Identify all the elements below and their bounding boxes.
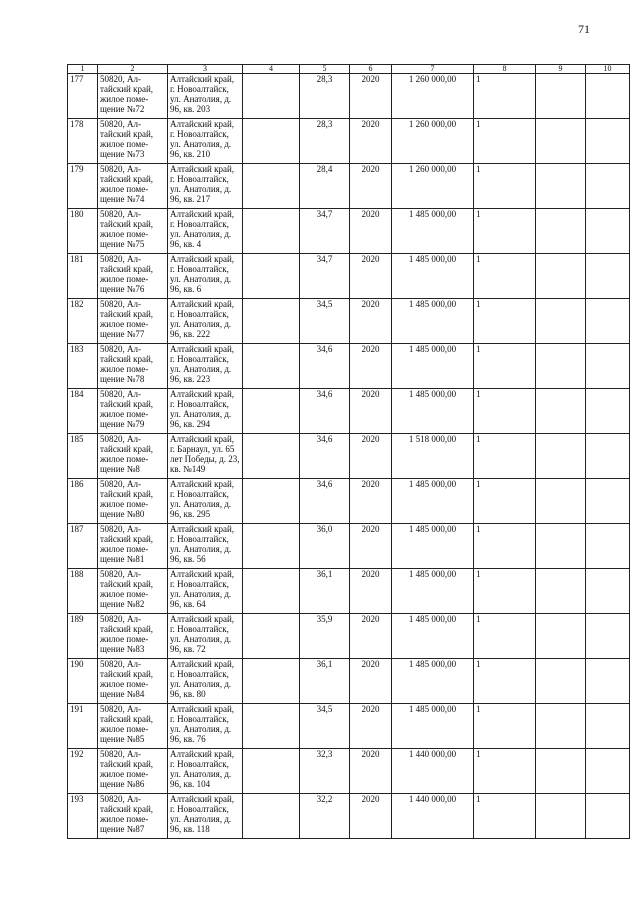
area-cell: 34,5 xyxy=(300,299,350,344)
quantity-cell: 1 xyxy=(474,794,536,839)
quantity-cell: 1 xyxy=(474,479,536,524)
year-cell: 2020 xyxy=(350,614,392,659)
column-4-cell xyxy=(243,569,300,614)
column-9-cell xyxy=(536,209,586,254)
price-cell: 1 440 000,00 xyxy=(392,749,474,794)
column-10-cell xyxy=(586,614,630,659)
object-name-cell: 50820, Ал-тайский край, жилое поме-щение №74 xyxy=(98,164,168,209)
column-9-cell xyxy=(536,614,586,659)
address-cell: Алтайский край, г. Новоалтайск, ул. Анатолия, д. 96, кв. 294 xyxy=(168,389,243,434)
address-cell: Алтайский край, г. Новоалтайск, ул. Анатолия, д. 96, кв. 118 xyxy=(168,794,243,839)
column-4-cell xyxy=(243,119,300,164)
column-4-cell xyxy=(243,164,300,209)
row-number-cell: 192 xyxy=(68,749,98,794)
address-cell: Алтайский край, г. Новоалтайск, ул. Анатолия, д. 96, кв. 217 xyxy=(168,164,243,209)
object-name-cell: 50820, Ал-тайский край, жилое поме-щение №73 xyxy=(98,119,168,164)
column-header: 2 xyxy=(98,65,168,74)
column-header: 5 xyxy=(300,65,350,74)
table-row xyxy=(68,704,630,749)
table-row xyxy=(68,344,630,389)
column-4-cell xyxy=(243,749,300,794)
address-cell: Алтайский край, г. Новоалтайск, ул. Анатолия, д. 96, кв. 72 xyxy=(168,614,243,659)
table-body xyxy=(68,74,630,839)
year-cell: 2020 xyxy=(350,389,392,434)
column-9-cell xyxy=(536,119,586,164)
price-cell: 1 518 000,00 xyxy=(392,434,474,479)
column-4-cell xyxy=(243,74,300,119)
column-4-cell xyxy=(243,704,300,749)
object-name-cell: 50820, Ал-тайский край, жилое поме-щение №72 xyxy=(98,74,168,119)
table-row xyxy=(68,209,630,254)
price-cell: 1 485 000,00 xyxy=(392,389,474,434)
column-header: 8 xyxy=(474,65,536,74)
year-cell: 2020 xyxy=(350,344,392,389)
area-cell: 34,6 xyxy=(300,389,350,434)
row-number-cell: 178 xyxy=(68,119,98,164)
object-name-cell: 50820, Ал-тайский край, жилое поме-щение №85 xyxy=(98,704,168,749)
area-cell: 34,5 xyxy=(300,704,350,749)
column-10-cell xyxy=(586,119,630,164)
object-name-cell: 50820, Ал-тайский край, жилое поме-щение №76 xyxy=(98,254,168,299)
column-10-cell xyxy=(586,479,630,524)
column-9-cell xyxy=(536,254,586,299)
column-9-cell xyxy=(536,164,586,209)
property-registry-table xyxy=(67,64,630,839)
price-cell: 1 260 000,00 xyxy=(392,119,474,164)
table-row xyxy=(68,749,630,794)
year-cell: 2020 xyxy=(350,164,392,209)
object-name-cell: 50820, Ал-тайский край, жилое поме-щение №82 xyxy=(98,569,168,614)
row-number-cell: 177 xyxy=(68,74,98,119)
address-cell: Алтайский край, г. Новоалтайск, ул. Анатолия, д. 96, кв. 6 xyxy=(168,254,243,299)
area-cell: 28,3 xyxy=(300,119,350,164)
column-4-cell xyxy=(243,389,300,434)
area-cell: 35,9 xyxy=(300,614,350,659)
table-row xyxy=(68,389,630,434)
column-9-cell xyxy=(536,524,586,569)
price-cell: 1 485 000,00 xyxy=(392,659,474,704)
column-header: 4 xyxy=(243,65,300,74)
address-cell: Алтайский край, г. Новоалтайск, ул. Анатолия, д. 96, кв. 210 xyxy=(168,119,243,164)
column-number-row xyxy=(68,65,630,74)
table-row xyxy=(68,524,630,569)
quantity-cell: 1 xyxy=(474,299,536,344)
quantity-cell: 1 xyxy=(474,164,536,209)
column-9-cell xyxy=(536,794,586,839)
year-cell: 2020 xyxy=(350,659,392,704)
year-cell: 2020 xyxy=(350,794,392,839)
column-4-cell xyxy=(243,659,300,704)
column-9-cell xyxy=(536,479,586,524)
area-cell: 34,6 xyxy=(300,434,350,479)
area-cell: 32,2 xyxy=(300,794,350,839)
table-row xyxy=(68,74,630,119)
quantity-cell: 1 xyxy=(474,389,536,434)
column-10-cell xyxy=(586,299,630,344)
row-number-cell: 187 xyxy=(68,524,98,569)
quantity-cell: 1 xyxy=(474,74,536,119)
column-10-cell xyxy=(586,659,630,704)
table-row xyxy=(68,254,630,299)
object-name-cell: 50820, Ал-тайский край, жилое поме-щение №80 xyxy=(98,479,168,524)
year-cell: 2020 xyxy=(350,569,392,614)
column-10-cell xyxy=(586,209,630,254)
quantity-cell: 1 xyxy=(474,254,536,299)
address-cell: Алтайский край, г. Новоалтайск, ул. Анатолия, д. 96, кв. 64 xyxy=(168,569,243,614)
price-cell: 1 260 000,00 xyxy=(392,164,474,209)
table-header xyxy=(68,65,630,74)
address-cell: Алтайский край, г. Новоалтайск, ул. Анатолия, д. 96, кв. 4 xyxy=(168,209,243,254)
page-number: 71 xyxy=(578,22,590,36)
row-number-cell: 183 xyxy=(68,344,98,389)
area-cell: 36,0 xyxy=(300,524,350,569)
column-10-cell xyxy=(586,569,630,614)
area-cell: 34,6 xyxy=(300,479,350,524)
quantity-cell: 1 xyxy=(474,344,536,389)
column-9-cell xyxy=(536,569,586,614)
quantity-cell: 1 xyxy=(474,119,536,164)
column-10-cell xyxy=(586,434,630,479)
column-10-cell xyxy=(586,74,630,119)
area-cell: 28,3 xyxy=(300,74,350,119)
price-cell: 1 485 000,00 xyxy=(392,704,474,749)
quantity-cell: 1 xyxy=(474,749,536,794)
price-cell: 1 485 000,00 xyxy=(392,344,474,389)
area-cell: 34,6 xyxy=(300,344,350,389)
quantity-cell: 1 xyxy=(474,524,536,569)
quantity-cell: 1 xyxy=(474,704,536,749)
quantity-cell: 1 xyxy=(474,569,536,614)
address-cell: Алтайский край, г. Новоалтайск, ул. Анатолия, д. 96, кв. 203 xyxy=(168,74,243,119)
price-cell: 1 485 000,00 xyxy=(392,479,474,524)
area-cell: 32,3 xyxy=(300,749,350,794)
column-10-cell xyxy=(586,704,630,749)
column-10-cell xyxy=(586,344,630,389)
object-name-cell: 50820, Ал-тайский край, жилое поме-щение №87 xyxy=(98,794,168,839)
column-9-cell xyxy=(536,659,586,704)
row-number-cell: 188 xyxy=(68,569,98,614)
address-cell: Алтайский край, г. Новоалтайск, ул. Анатолия, д. 96, кв. 222 xyxy=(168,299,243,344)
address-cell: Алтайский край, г. Новоалтайск, ул. Анатолия, д. 96, кв. 223 xyxy=(168,344,243,389)
column-9-cell xyxy=(536,74,586,119)
row-number-cell: 193 xyxy=(68,794,98,839)
table-row xyxy=(68,569,630,614)
column-header: 10 xyxy=(586,65,630,74)
address-cell: Алтайский край, г. Новоалтайск, ул. Анатолия, д. 96, кв. 56 xyxy=(168,524,243,569)
price-cell: 1 485 000,00 xyxy=(392,569,474,614)
price-cell: 1 440 000,00 xyxy=(392,794,474,839)
table-row xyxy=(68,794,630,839)
row-number-cell: 180 xyxy=(68,209,98,254)
address-cell: Алтайский край, г. Новоалтайск, ул. Анатолия, д. 96, кв. 104 xyxy=(168,749,243,794)
row-number-cell: 182 xyxy=(68,299,98,344)
column-4-cell xyxy=(243,434,300,479)
year-cell: 2020 xyxy=(350,119,392,164)
year-cell: 2020 xyxy=(350,524,392,569)
column-header: 6 xyxy=(350,65,392,74)
column-10-cell xyxy=(586,524,630,569)
column-4-cell xyxy=(243,299,300,344)
area-cell: 36,1 xyxy=(300,569,350,614)
quantity-cell: 1 xyxy=(474,659,536,704)
quantity-cell: 1 xyxy=(474,209,536,254)
year-cell: 2020 xyxy=(350,209,392,254)
address-cell: Алтайский край, г. Барнаул, ул. 65 лет Победы, д. 23, кв. №149 xyxy=(168,434,243,479)
object-name-cell: 50820, Ал-тайский край, жилое поме-щение №84 xyxy=(98,659,168,704)
column-10-cell xyxy=(586,164,630,209)
table-row xyxy=(68,614,630,659)
object-name-cell: 50820, Ал-тайский край, жилое поме-щение №83 xyxy=(98,614,168,659)
area-cell: 34,7 xyxy=(300,209,350,254)
object-name-cell: 50820, Ал-тайский край, жилое поме-щение №81 xyxy=(98,524,168,569)
column-header: 9 xyxy=(536,65,586,74)
column-10-cell xyxy=(586,254,630,299)
row-number-cell: 191 xyxy=(68,704,98,749)
area-cell: 34,7 xyxy=(300,254,350,299)
object-name-cell: 50820, Ал-тайский край, жилое поме-щение №86 xyxy=(98,749,168,794)
price-cell: 1 485 000,00 xyxy=(392,524,474,569)
column-4-cell xyxy=(243,209,300,254)
column-9-cell xyxy=(536,434,586,479)
column-4-cell xyxy=(243,794,300,839)
column-9-cell xyxy=(536,299,586,344)
area-cell: 28,4 xyxy=(300,164,350,209)
column-9-cell xyxy=(536,704,586,749)
price-cell: 1 485 000,00 xyxy=(392,209,474,254)
year-cell: 2020 xyxy=(350,299,392,344)
table-row xyxy=(68,119,630,164)
row-number-cell: 189 xyxy=(68,614,98,659)
column-4-cell xyxy=(243,254,300,299)
price-cell: 1 485 000,00 xyxy=(392,254,474,299)
table-row xyxy=(68,434,630,479)
table-row xyxy=(68,299,630,344)
column-header: 1 xyxy=(68,65,98,74)
quantity-cell: 1 xyxy=(474,434,536,479)
column-10-cell xyxy=(586,794,630,839)
object-name-cell: 50820, Ал-тайский край, жилое поме-щение №78 xyxy=(98,344,168,389)
table-row xyxy=(68,659,630,704)
year-cell: 2020 xyxy=(350,254,392,299)
area-cell: 36,1 xyxy=(300,659,350,704)
column-9-cell xyxy=(536,344,586,389)
year-cell: 2020 xyxy=(350,479,392,524)
column-header: 3 xyxy=(168,65,243,74)
object-name-cell: 50820, Ал-тайский край, жилое поме-щение №75 xyxy=(98,209,168,254)
address-cell: Алтайский край, г. Новоалтайск, ул. Анатолия, д. 96, кв. 76 xyxy=(168,704,243,749)
table-row xyxy=(68,479,630,524)
address-cell: Алтайский край, г. Новоалтайск, ул. Анатолия, д. 96, кв. 295 xyxy=(168,479,243,524)
row-number-cell: 179 xyxy=(68,164,98,209)
row-number-cell: 186 xyxy=(68,479,98,524)
column-4-cell xyxy=(243,614,300,659)
row-number-cell: 185 xyxy=(68,434,98,479)
column-10-cell xyxy=(586,749,630,794)
quantity-cell: 1 xyxy=(474,614,536,659)
column-10-cell xyxy=(586,389,630,434)
year-cell: 2020 xyxy=(350,749,392,794)
column-9-cell xyxy=(536,749,586,794)
object-name-cell: 50820, Ал-тайский край, жилое поме-щение №79 xyxy=(98,389,168,434)
price-cell: 1 485 000,00 xyxy=(392,299,474,344)
column-header: 7 xyxy=(392,65,474,74)
column-9-cell xyxy=(536,389,586,434)
price-cell: 1 260 000,00 xyxy=(392,74,474,119)
year-cell: 2020 xyxy=(350,74,392,119)
object-name-cell: 50820, Ал-тайский край, жилое поме-щение №8 xyxy=(98,434,168,479)
column-4-cell xyxy=(243,524,300,569)
address-cell: Алтайский край, г. Новоалтайск, ул. Анатолия, д. 96, кв. 80 xyxy=(168,659,243,704)
table-row xyxy=(68,164,630,209)
column-4-cell xyxy=(243,344,300,389)
price-cell: 1 485 000,00 xyxy=(392,614,474,659)
column-4-cell xyxy=(243,479,300,524)
row-number-cell: 181 xyxy=(68,254,98,299)
year-cell: 2020 xyxy=(350,704,392,749)
row-number-cell: 190 xyxy=(68,659,98,704)
row-number-cell: 184 xyxy=(68,389,98,434)
year-cell: 2020 xyxy=(350,434,392,479)
object-name-cell: 50820, Ал-тайский край, жилое поме-щение №77 xyxy=(98,299,168,344)
